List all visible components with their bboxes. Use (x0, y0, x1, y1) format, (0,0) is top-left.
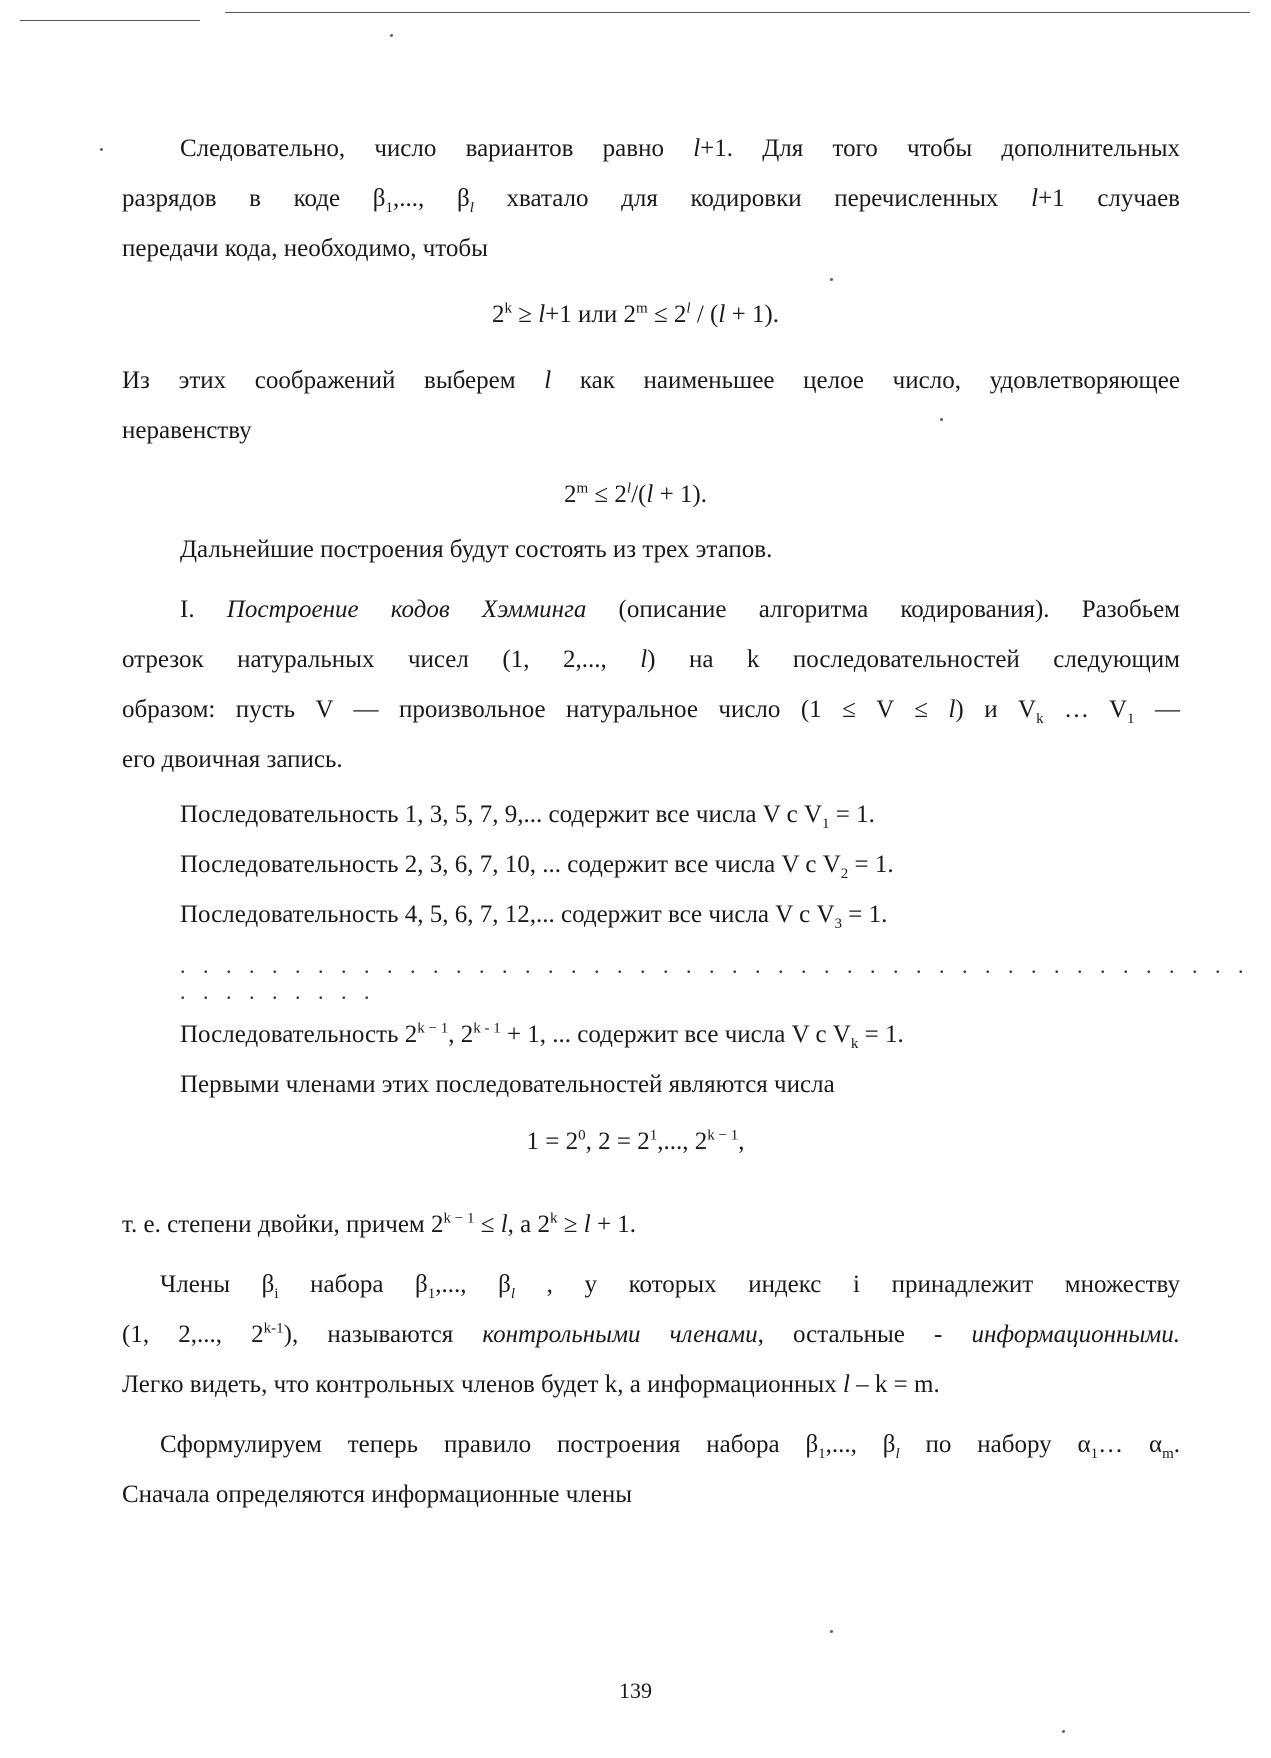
scan-speck (830, 1630, 833, 1633)
scan-speck (940, 418, 943, 421)
para-8-line-1: Сформулируем теперь правило построения набора $\beta_1$,..., $\beta_l$ по набору $\alpha_1\dots$ $\alpha_m$. (160, 1431, 1181, 1462)
para-5: Первыми членами этих последовательностей являются числа (180, 1071, 835, 1098)
para-3: Дальнейшие построения будут состоять из трех этапов. (180, 536, 773, 563)
scan-speck (830, 278, 833, 281)
para-4-line-2: отрезок натуральных чисел (1, 2,..., l) на k последовательностей следующим (122, 646, 1180, 673)
formula-3: $1 = 2^0$, $2 = 2^1$,..., $2^{k - 1}$, (526, 1127, 745, 1155)
sequence-k: Последовательность $2^{k - 1}$, $2^{k - 1} + 1$, ... содержит все числа V с $V_k = 1$. (180, 1020, 904, 1052)
scan-speck (1062, 1730, 1065, 1733)
para-7-line-3: Легко видеть, что контрольных членов будет k, а информационных l – k = m. (122, 1371, 940, 1398)
para-2-line-2: неравенству (122, 417, 252, 444)
sequence-2: Последовательность 2, 3, 6, 7, 10, ... содержит все числа V с $V_2 = 1$. (180, 851, 894, 882)
sequence-1: Последовательность 1, 3, 5, 7, 9,... содержит все числа V с $V_1 = 1$. (180, 801, 875, 832)
top-rule-left (20, 20, 200, 21)
page-number: 139 (619, 1678, 652, 1703)
para-4-line-4: его двоичная запись. (122, 746, 343, 773)
para-8-line-2: Сначала определяются информационные члены (122, 1481, 633, 1508)
para-1-line-3: передачи кода, необходимо, чтобы (122, 235, 488, 262)
para-2-line-1: Из этих соображений выберем l как наименьшее целое число, удовлетворяющее (122, 367, 1180, 394)
scan-speck (390, 34, 393, 37)
formula-1: $2^k \ge l+1$ или $2^m \le 2^l / (l + 1)$. (491, 300, 780, 328)
para-6: т. е. степени двойки, причем $2^{k - 1} \le l$, а $2^k \ge l + 1$. (122, 1210, 637, 1238)
para-1-line-1: Следовательно, число вариантов равно l+1. Для того чтобы дополнительных (180, 135, 1180, 162)
para-4-line-1: I. Построение кодов Хэмминга (описание алгоритма кодирования). Разобьем (180, 596, 1181, 623)
scan-speck (100, 148, 103, 151)
para-7-line-2: (1, 2,..., 2$^{k-1}$), называются контрольными членами, остальные - информационными. (122, 1320, 1181, 1348)
formula-2: $2^m \le 2^l/(l + 1)$. (564, 480, 707, 508)
top-rule-right (225, 12, 1250, 13)
para-4-line-3: образом: пусть V — произвольное натуральное число (1 ≤ V ≤ l) и $V_k$ … $V_1$ — (122, 696, 1180, 727)
ellipsis-dots: . . . . . . . . . . . . . . . . . . . . . . . . . . . . . . . . . . . . . . . . . . . . . . . . . . . . . . . . (180, 953, 1250, 1004)
sequence-3: Последовательность 4, 5, 6, 7, 12,... содержит все числа V с $V_3 = 1$. (180, 901, 888, 932)
para-1-line-2: разрядов в коде $\beta_1$,..., $\beta_l$ хватало для кодировки перечисленных l+1 случаев (122, 185, 1180, 216)
para-7-line-1: Члены $\beta_i$ набора $\beta_1$,..., $\beta_l$ , у которых индекс i принадлежит множеству (160, 1271, 1180, 1302)
